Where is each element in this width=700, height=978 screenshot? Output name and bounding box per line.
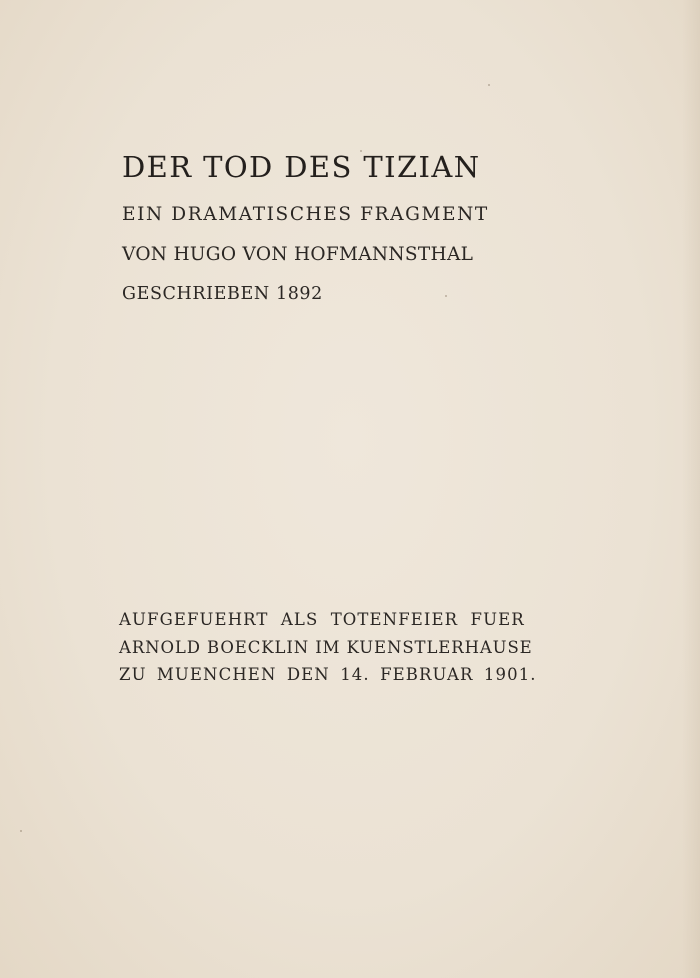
- paper-speck: [488, 84, 490, 86]
- performance-note-line-3: ZU MUENCHEN DEN 14. FEBRUAR 1901.: [119, 665, 537, 684]
- paper-speck: [360, 150, 362, 152]
- written-date-line: GESCHRIEBEN 1892: [122, 284, 323, 304]
- book-title: DER TOD DES TIZIAN: [122, 150, 481, 184]
- performance-note-line-2: ARNOLD BOECKLIN IM KUENSTLERHAUSE: [119, 638, 533, 657]
- book-subtitle: EIN DRAMATISCHES FRAGMENT: [122, 204, 489, 225]
- author-line: VON HUGO VON HOFMANNSTHAL: [122, 244, 474, 265]
- paper-speck: [445, 295, 447, 297]
- paper-speck: [20, 830, 22, 832]
- performance-note-line-1: AUFGEFUEHRT ALS TOTENFEIER FUER: [119, 610, 525, 629]
